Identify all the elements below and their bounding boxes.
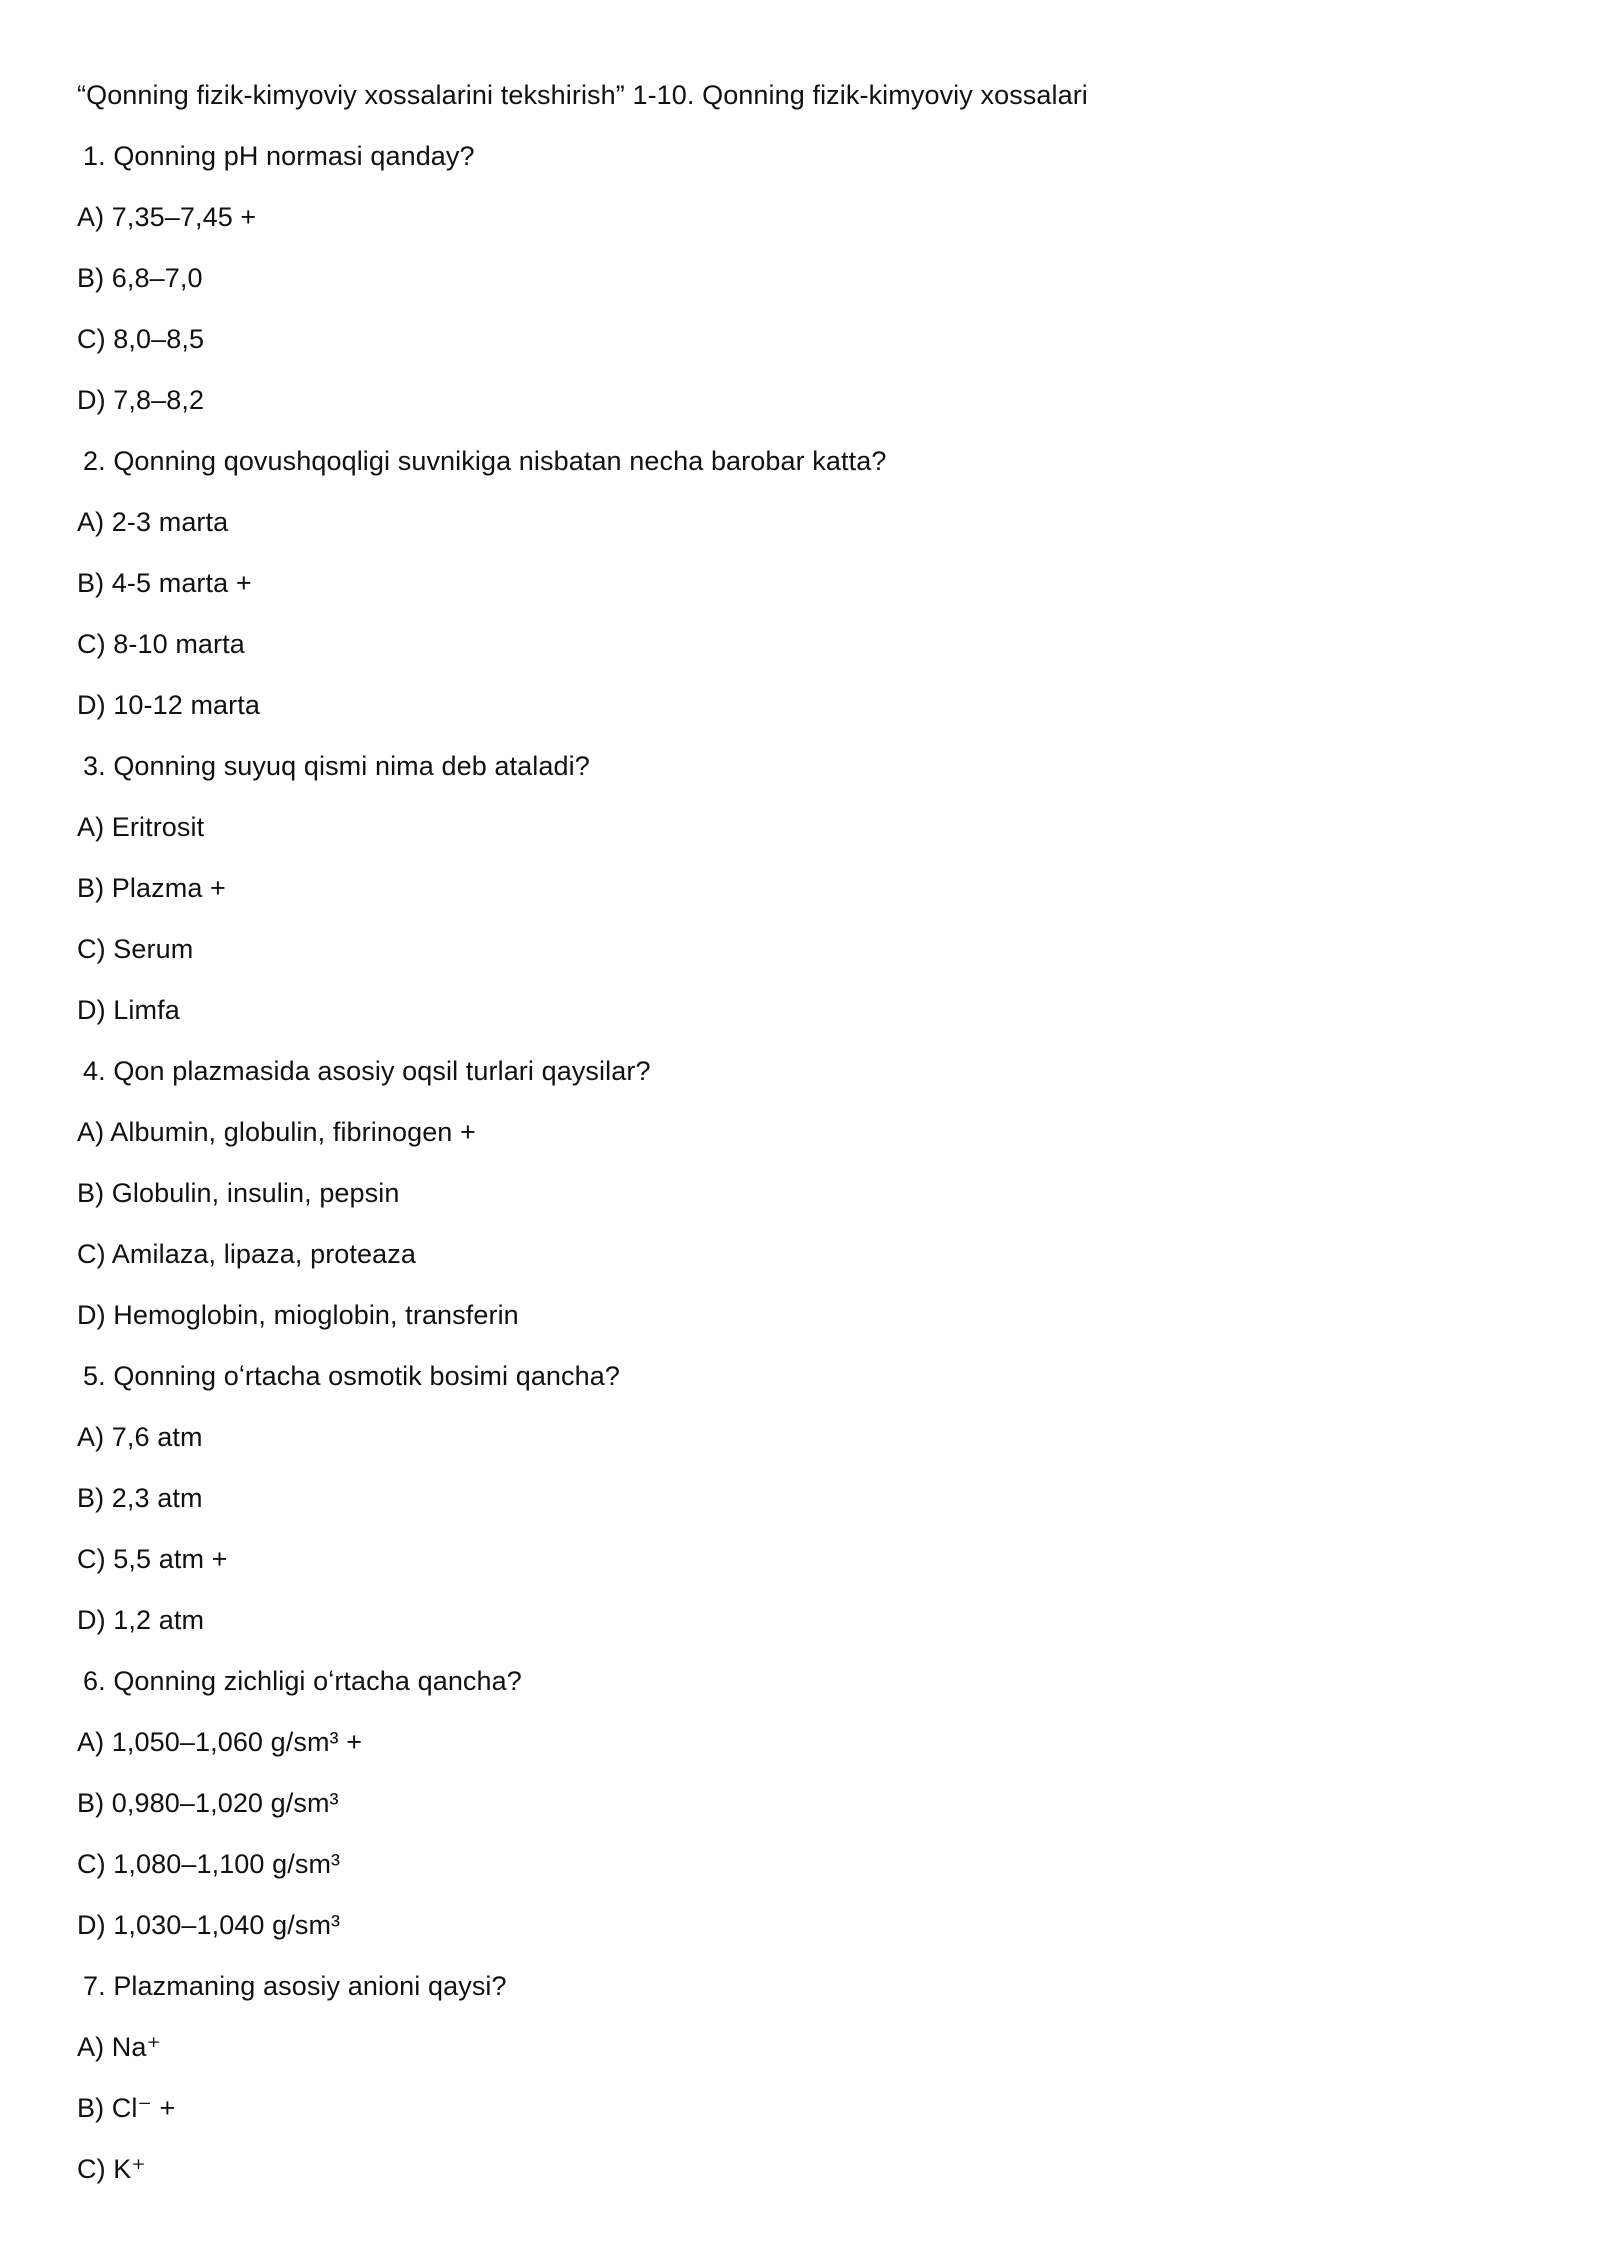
question-5: 5. Qonning oʻrtacha osmotik bosimi qancha? xyxy=(83,1361,621,1391)
question-3-option-c: C) Serum xyxy=(77,934,194,964)
question-3: 3. Qonning suyuq qismi nima deb ataladi? xyxy=(83,751,590,781)
question-2-option-d: D) 10-12 marta xyxy=(77,690,260,720)
question-6: 6. Qonning zichligi oʻrtacha qancha? xyxy=(83,1666,522,1696)
question-4-option-c: C) Amilaza, lipaza, proteaza xyxy=(77,1239,416,1269)
question-6-option-d: D) 1,030–1,040 g/sm³ xyxy=(77,1910,341,1940)
question-1-option-d: D) 7,8–8,2 xyxy=(77,385,205,415)
question-2-option-b: B) 4-5 marta + xyxy=(77,568,252,598)
question-6-option-b: B) 0,980–1,020 g/sm³ xyxy=(77,1788,339,1818)
question-7-option-a: A) Na⁺ xyxy=(77,2032,161,2062)
question-6-option-c: C) 1,080–1,100 g/sm³ xyxy=(77,1849,341,1879)
question-2-option-c: C) 8-10 marta xyxy=(77,629,245,659)
question-5-option-d: D) 1,2 atm xyxy=(77,1605,205,1635)
question-1-option-b: B) 6,8–7,0 xyxy=(77,263,203,293)
question-7-option-c: C) K⁺ xyxy=(77,2154,146,2184)
question-5-option-a: A) 7,6 atm xyxy=(77,1422,203,1452)
question-7: 7. Plazmaning asosiy anioni qaysi? xyxy=(83,1971,507,2001)
document-title: “Qonning fizik-kimyoviy xossalarini tekshirish” 1-10. Qonning fizik-kimyoviy xossalari xyxy=(77,80,1088,110)
question-3-option-d: D) Limfa xyxy=(77,995,180,1025)
question-4-option-b: B) Globulin, insulin, pepsin xyxy=(77,1178,400,1208)
question-3-option-b: B) Plazma + xyxy=(77,873,226,903)
question-5-option-c: C) 5,5 atm + xyxy=(77,1544,228,1574)
question-4: 4. Qon plazmasida asosiy oqsil turlari qaysilar? xyxy=(83,1056,651,1086)
question-4-option-d: D) Hemoglobin, mioglobin, transferin xyxy=(77,1300,519,1330)
question-2: 2. Qonning qovushqoqligi suvnikiga nisbatan necha barobar katta? xyxy=(83,446,887,476)
question-6-option-a: A) 1,050–1,060 g/sm³ + xyxy=(77,1727,363,1757)
question-7-option-b: B) Cl⁻ + xyxy=(77,2093,176,2123)
question-1-option-c: C) 8,0–8,5 xyxy=(77,324,205,354)
question-1: 1. Qonning pH normasi qanday? xyxy=(83,141,475,171)
question-5-option-b: B) 2,3 atm xyxy=(77,1483,203,1513)
question-3-option-a: A) Eritrosit xyxy=(77,812,205,842)
question-1-option-a: A) 7,35–7,45 + xyxy=(77,202,257,232)
question-4-option-a: A) Albumin, globulin, fibrinogen + xyxy=(77,1117,476,1147)
question-2-option-a: A) 2-3 marta xyxy=(77,507,229,537)
